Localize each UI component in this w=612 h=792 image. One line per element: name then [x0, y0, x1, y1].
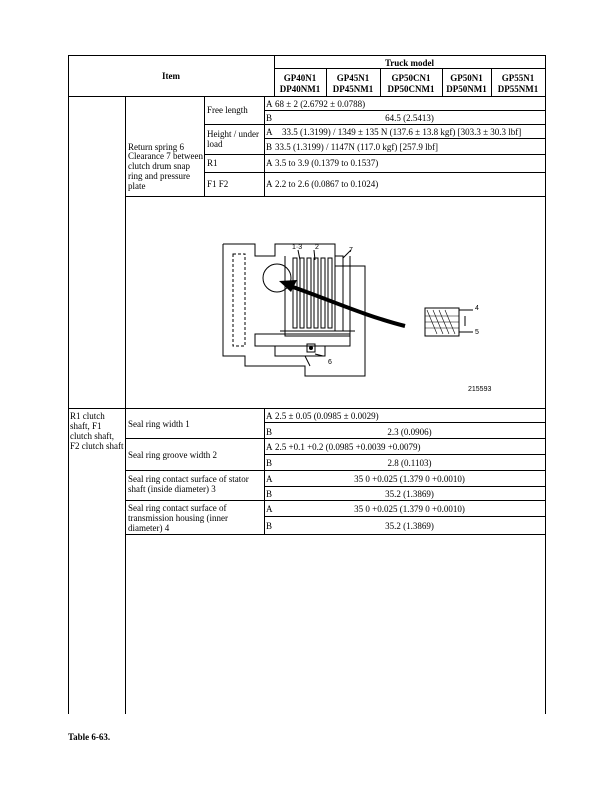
row-letter: A — [266, 411, 273, 421]
groove-width-label: Seal ring groove width 2 — [128, 450, 217, 460]
row-letter: B — [266, 458, 273, 468]
groove-a-value: 2.5 +0.1 +0.2 (0.0985 +0.0039 +0.0079) — [275, 442, 421, 452]
row-letter: B — [266, 489, 273, 499]
model-col-2-line1: GP45N1 — [336, 73, 370, 83]
height-b-value: 33.5 (1.3199) / 1147N (117.0 kgf) [257.9 lbf] — [275, 142, 439, 152]
r1-clutch-shaft-label: R1 clutch shaft, F1 clutch shaft, F2 clutch shaft — [70, 411, 124, 451]
height-label: Height / under load — [207, 129, 259, 149]
model-col-2-line2: DP45NM1 — [332, 84, 374, 94]
model-col-1-line1: GP40N1 — [283, 73, 317, 83]
return-spring-label: Return spring 6 — [128, 142, 184, 152]
r1-label: R1 — [207, 158, 218, 168]
row-letter: A — [266, 442, 273, 452]
callout-6: 6 — [328, 359, 332, 366]
row-letter: B — [266, 521, 273, 531]
model-col-4-line1: GP50N1 — [450, 73, 483, 83]
stator-a-value: 35 0 +0.025 (1.379 0 +0.0010) — [354, 474, 465, 484]
model-col-3-line2: DP50CNM1 — [387, 84, 435, 94]
model-col-5-line2: DP55NM1 — [497, 84, 539, 94]
row-letter: B — [266, 427, 273, 437]
housing-surface-label: Seal ring contact surface of transmission housing (inner diameter) 4 — [128, 503, 228, 533]
callout-7: 7 — [349, 247, 353, 254]
housing-a-value: 35 0 +0.025 (1.379 0 +0.0010) — [354, 504, 465, 514]
seal-width-b-value: 2.3 (0.0906) — [387, 427, 432, 437]
stator-b-value: 35.2 (1.3869) — [385, 489, 434, 499]
groove-b-value: 2.8 (0.1103) — [387, 458, 432, 468]
figure-number: 215593 — [468, 386, 492, 393]
row-letter: B — [266, 142, 273, 152]
item-header: Item — [162, 71, 180, 81]
row-letter: A — [266, 127, 273, 137]
table-caption: Table 6-63. — [68, 732, 111, 742]
callout-2: 2 — [315, 244, 319, 251]
free-length-a-value: 68 ± 2 (2.6792 ± 0.0788) — [275, 99, 366, 109]
r1-a-value: 3.5 to 3.9 (0.1379 to 0.1537) — [275, 158, 379, 168]
row-letter: A — [266, 99, 273, 109]
clutch-diagram — [215, 236, 505, 396]
free-length-label: Free length — [207, 105, 248, 115]
row-letter: A — [266, 179, 273, 189]
row-letter: A — [266, 504, 273, 514]
callout-4: 4 — [475, 305, 479, 312]
clearance-label: Clearance 7 between clutch drum snap ring and pressure plate — [128, 151, 203, 191]
housing-b-value: 35.2 (1.3869) — [385, 521, 434, 531]
model-col-4-line2: DP50NM1 — [446, 84, 487, 94]
stator-surface-label: Seal ring contact surface of stator shaft (inside diameter) 3 — [128, 474, 249, 494]
model-col-5-line1: GP55N1 — [501, 73, 535, 83]
row-letter: A — [266, 474, 273, 484]
row-letter: B — [266, 113, 273, 123]
height-a-value: 33.5 (1.3199) / 1349 ± 135 N (137.6 ± 13.8 kgf) [303.3 ± 30.3 lbf] — [282, 127, 522, 137]
callout-5: 5 — [475, 329, 479, 336]
model-col-1-line2: DP40NM1 — [279, 84, 321, 94]
f1f2-a-value: 2.2 to 2.6 (0.0867 to 0.1024) — [275, 179, 379, 189]
f1f2-label: F1 F2 — [207, 179, 229, 189]
free-length-b-value: 64.5 (2.5413) — [385, 113, 434, 123]
model-col-3-line1: GP50CN1 — [391, 73, 431, 83]
truck-model-header: Truck model — [384, 58, 435, 68]
row-letter: A — [266, 158, 273, 168]
callout-1-3: 1·3 — [292, 244, 303, 251]
seal-width-label: Seal ring width 1 — [128, 419, 190, 429]
seal-width-a-value: 2.5 ± 0.05 (0.0985 ± 0.0029) — [275, 411, 379, 421]
